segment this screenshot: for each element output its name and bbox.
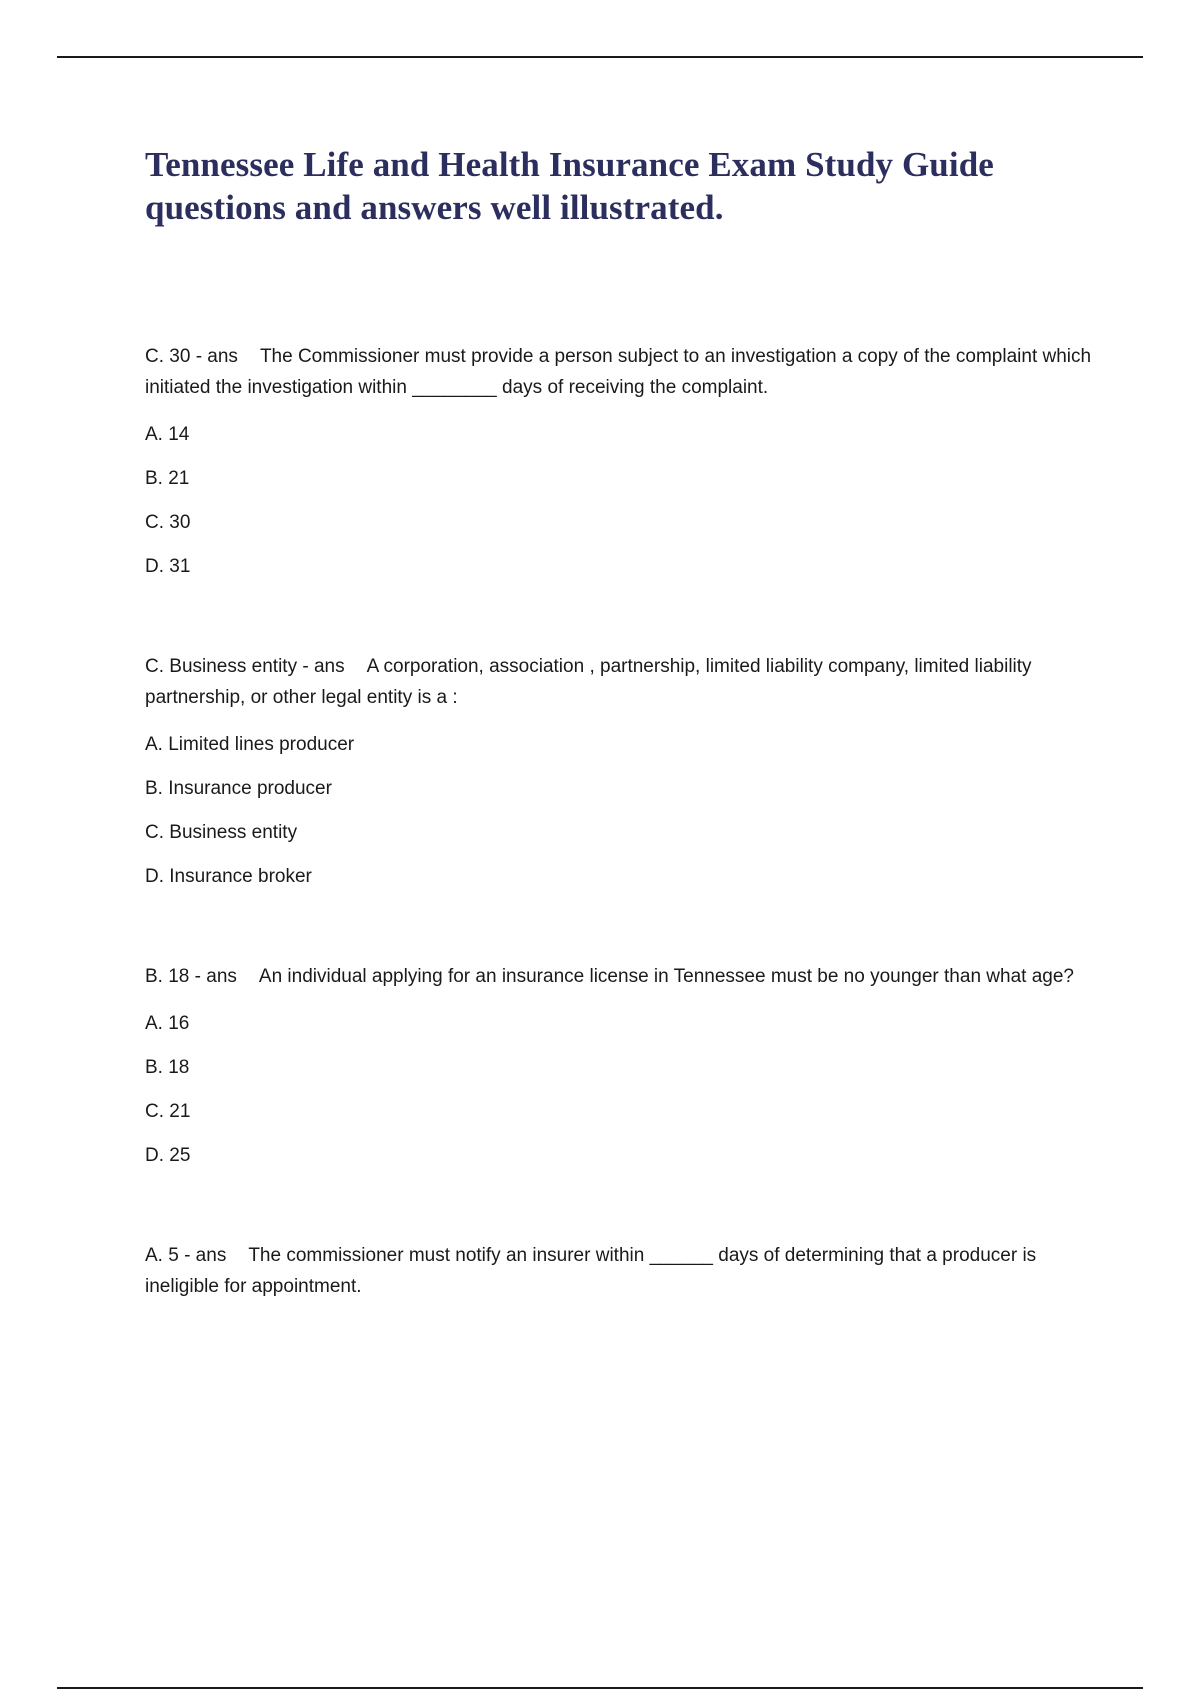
question-text bbox=[145, 961, 1095, 992]
bottom-rule bbox=[57, 1687, 1143, 1689]
option-item: C. Business entity bbox=[145, 822, 298, 843]
answer-prefix: B. 18 - ans bbox=[145, 966, 237, 987]
question-block bbox=[145, 1240, 1095, 1302]
question-stem: An individual applying for an insurance license in Tennessee must be no younger than what age? bbox=[258, 966, 1074, 987]
question-block bbox=[145, 651, 1095, 889]
question-block bbox=[145, 961, 1095, 1168]
document-title: Tennessee Life and Health Insurance Exam Study Guide questions and answers well illustrated. bbox=[145, 145, 994, 227]
question-stem: A corporation, association , partnership, limited liability company, limited liability partnership, or other legal entity is a : bbox=[145, 656, 1032, 708]
option-item: C. 21 bbox=[145, 1101, 191, 1122]
answer-prefix: C. Business entity - ans bbox=[145, 656, 345, 677]
option-item: A. 14 bbox=[145, 424, 190, 445]
option-item: B. Insurance producer bbox=[145, 778, 332, 799]
option-item: B. 18 bbox=[145, 1057, 190, 1078]
option-item: D. 25 bbox=[145, 1145, 191, 1166]
question-stem: The commissioner must notify an insurer within ______ days of determining that a producer is ineligible for appointment. bbox=[145, 1245, 1037, 1297]
option-item: A. 16 bbox=[145, 1013, 190, 1034]
question-block bbox=[145, 341, 1095, 579]
option-item: D. 31 bbox=[145, 556, 191, 577]
answer-prefix: A. 5 - ans bbox=[145, 1245, 227, 1266]
question-text bbox=[145, 651, 1095, 713]
option-item: A. Limited lines producer bbox=[145, 734, 355, 755]
top-rule bbox=[57, 56, 1143, 58]
option-item: B. 21 bbox=[145, 468, 190, 489]
question-text bbox=[145, 1240, 1095, 1302]
option-item: C. 30 bbox=[145, 512, 191, 533]
question-text bbox=[145, 341, 1095, 403]
option-item: D. Insurance broker bbox=[145, 866, 312, 887]
answer-prefix: C. 30 - ans bbox=[145, 346, 238, 367]
question-stem: The Commissioner must provide a person subject to an investigation a copy of the complaint which initiated the investigation within ________ days of receiving the complaint. bbox=[145, 346, 1092, 398]
document-body bbox=[145, 143, 1095, 1302]
